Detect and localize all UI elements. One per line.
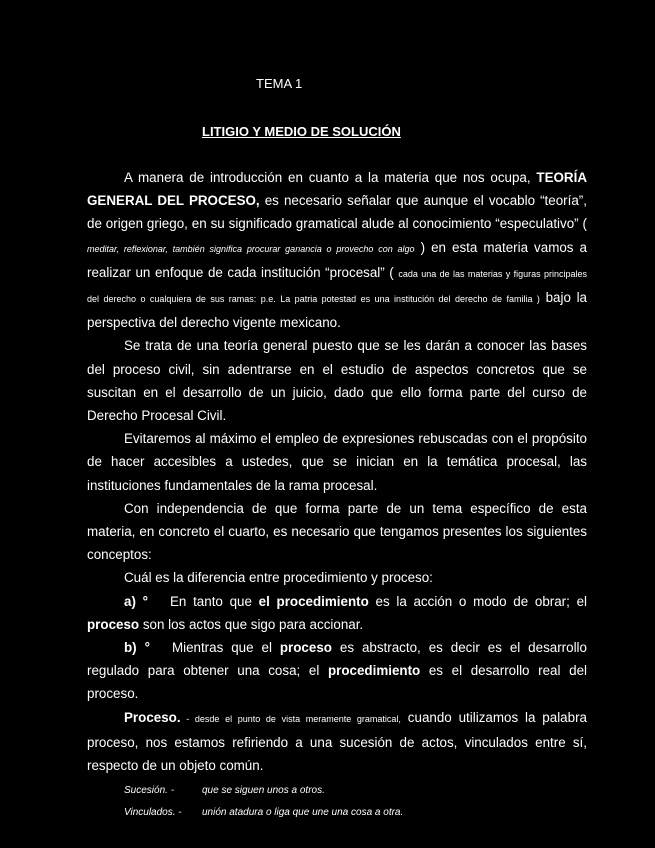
text-run: es el desarrollo real del proceso.	[87, 663, 587, 702]
paragraph-teoria: Se trata de una teoría general puesto que se les darán a conocer las bases del proceso civil, sin adentrarse en el estudio de aspectos concretos que se suscitan en el desarrollo de un juicio, dado que ello forma parte del curso de Derecho Procesal Civil.	[87, 338, 587, 424]
list-item-a	[87, 590, 587, 636]
paragraph-proceso	[87, 706, 587, 778]
definition-row	[87, 802, 587, 824]
definition-text: unión atadura o liga que une una cosa a otra.	[202, 807, 404, 819]
bold-text: procedimiento	[327, 663, 421, 679]
definition-text: que se siguen unos a otros.	[202, 785, 325, 797]
page-title: LITIGIO Y MEDIO DE SOLUCIÓN	[202, 124, 401, 139]
note-text: cada una de las materias y figuras principales del derecho o cualquiera de sus ramas: p.e. La patria potestad es una institución del derecho de familia )	[87, 268, 587, 305]
bold-text: TEORÍA GENERAL DEL PROCESO,	[87, 170, 587, 209]
paragraph-independencia: Con independencia de que forma parte de un tema específico de esta materia, en concreto el cuarto, es necesario que tengamos presentes los siguientes conceptos:	[87, 500, 587, 563]
bold-text: proceso	[279, 640, 332, 656]
document-body	[87, 166, 587, 824]
paragraph-intro	[87, 166, 587, 334]
bold-text: Proceso.	[124, 709, 181, 725]
text-run: En tanto que	[169, 593, 259, 609]
paragraph-diferencia: Cuál es la diferencia entre procedimiento y proceso:	[124, 570, 433, 586]
definitions-list	[87, 780, 587, 824]
paragraph-evitaremos: Evitaremos al máximo el empleo de expresiones rebuscadas con el propósito de hacer accesibles a ustedes, que se inician en la temática procesal, las instituciones fundamentales de la rama procesal.	[87, 431, 587, 493]
text-run: bajo la perspectiva del derecho vigente mexicano.	[87, 290, 587, 331]
text-run: es abstracto, es decir es el desarrollo regulado para obtener una cosa; el	[87, 640, 587, 679]
definition-term: Sucesión. -	[124, 785, 175, 797]
item-label: a) °	[124, 593, 148, 609]
text-run: son los actos que sigo para accionar.	[139, 616, 364, 632]
note-text: - desde el punto de vista meramente gramatical,	[180, 713, 401, 724]
definition-row	[87, 780, 587, 802]
text-run: A manera de introducción en cuanto a la materia que nos ocupa,	[124, 170, 537, 185]
text-run: Mientras que el	[171, 640, 280, 656]
bold-text: proceso	[87, 616, 140, 632]
tema-heading: TEMA 1	[256, 76, 303, 91]
text-run: cuando utilizamos la palabra proceso, nos estamos refiriendo a una sucesión de actos, vinculados entre sí, respecto de un objeto común.	[87, 709, 587, 774]
text-run: es necesario señalar que aunque el vocablo “teoría”, de origen griego, en su significado gramatical alude al conocimiento “especulativo” (	[87, 193, 587, 232]
text-run: ) en esta materia vamos a realizar un enfoque de cada institución “procesal” (	[87, 239, 587, 280]
definition-term: Vinculados. -	[124, 807, 182, 819]
list-item-b	[87, 636, 587, 706]
text-run: es la acción o modo de obrar; el	[368, 593, 587, 609]
note-text: meditar, reflexionar, también significa procurar ganancia o provecho con algo	[87, 243, 415, 254]
bold-text: el procedimiento	[258, 593, 369, 609]
item-label: b) °	[124, 640, 150, 656]
